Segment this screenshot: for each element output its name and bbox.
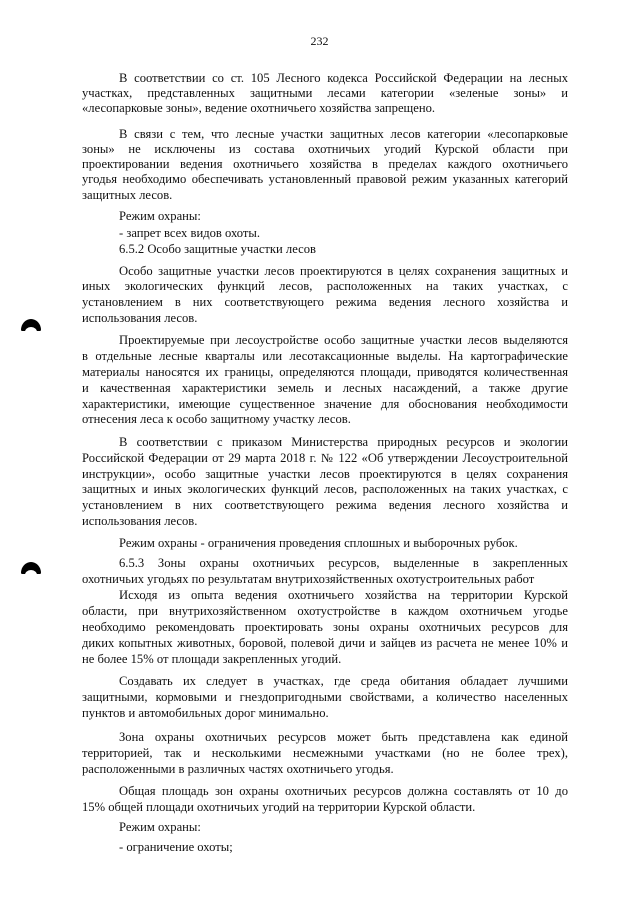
text-line: зоны» не исключены из состава охотничьих угодий Курской области при xyxy=(82,142,568,156)
text-line: расположенными в различных частях охотничьего угодья. xyxy=(82,762,394,776)
text-line: Исходя из опыта ведения охотничьего хозяйства на территории Курской xyxy=(119,588,568,602)
text-line: защитными, кормовыми и гнездопригодными свойствами, а количество населенных xyxy=(82,690,568,704)
text-line: Режим охраны: xyxy=(119,209,201,223)
text-line: отнесения леса к особо защитному участку лесов. xyxy=(82,412,351,426)
text-line: инструкции», особо защитные участки лесов проектируются в целях сохранения xyxy=(82,467,568,481)
page-number: 232 xyxy=(310,34,329,48)
text-line: участках, представленных защитными лесами категории «зеленые зоны» и xyxy=(82,86,568,100)
text-line: - запрет всех видов охоты. xyxy=(119,226,261,240)
text-line: области, при внутрихозяйственном охотустройстве в каждом охотничьем угодье xyxy=(82,604,568,618)
text-line: В связи с тем, что лесные участки защитных лесов категории «лесопарковые xyxy=(119,127,568,141)
text-line: пунктов и автомобильных дорог минимально. xyxy=(82,706,329,720)
text-line: защитных лесов. xyxy=(82,188,173,202)
text-line: материалы наносятся их границы, определяются площади, приводятся количественная xyxy=(82,365,568,379)
text-line: Создавать их следует в участках, где среда обитания обладает лучшими xyxy=(119,674,568,688)
text-line: и качественная характеристики земель и лесных насаждений, а также другие xyxy=(82,381,568,395)
section-heading: 6.5.3 Зоны охраны охотничьих ресурсов, выделенные в закрепленных xyxy=(119,556,568,570)
text-line: - ограничение охоты; xyxy=(119,840,233,854)
text-line: Особо защитные участки лесов проектируются в целях сохранения защитных и xyxy=(119,264,568,278)
text-line: проектировании ведения охотничьего хозяйства в пределах каждого охотничьего xyxy=(82,157,568,171)
text-line: защитных и иных экологических функций лесов, расположенных на таких участках, с xyxy=(82,482,568,496)
text-line: Российской Федерации от 29 марта 2018 г. № 122 «Об утверждении Лесоустроительной xyxy=(82,451,568,465)
text-line: Режим охраны: xyxy=(119,820,201,834)
text-line: Режим охраны - ограничения проведения сплошных и выборочных рубок. xyxy=(119,536,518,550)
text-line: В соответствии со ст. 105 Лесного кодекса Российской Федерации на лесных xyxy=(119,71,568,85)
text-line: установлением в них соответствующего режима ведения лесного хозяйства и xyxy=(82,498,568,512)
text-line: иных экологических функций лесов, расположенных на таких участках, с xyxy=(82,279,568,293)
text-line: характеристики, имеющие существенное значение для обоснования необходимости xyxy=(82,397,568,411)
text-line: использования лесов. xyxy=(82,514,198,528)
text-line: территорией, так и несколькими несмежными участками (но не более трех), xyxy=(82,746,568,760)
text-line: Проектируемые при лесоустройстве особо защитные участки лесов выделяются xyxy=(119,333,568,347)
text-line: Общая площадь зон охраны охотничьих ресурсов должна составлять от 10 до xyxy=(119,784,568,798)
text-line: установлением в них соответствующего режима ведения лесного хозяйства и xyxy=(82,295,568,309)
text-line: В соответствии с приказом Министерства природных ресурсов и экологии xyxy=(119,435,568,449)
text-line: Зона охраны охотничьих ресурсов может быть представлена как единой xyxy=(119,730,568,744)
text-line: в отдельные лесные кварталы или лесотаксационные выделы. На картографические xyxy=(82,349,568,363)
text-line: «лесопарковые зоны», ведение охотничьего хозяйства запрещено. xyxy=(82,101,436,115)
section-heading: охотничьих угодьях по результатам внутрихозяйственных охотустроительных работ xyxy=(82,572,535,586)
hole-punch-mark xyxy=(21,562,41,574)
text-line: использования лесов. xyxy=(82,311,198,325)
hole-punch-mark xyxy=(21,319,41,331)
section-heading: 6.5.2 Особо защитные участки лесов xyxy=(119,242,316,256)
text-line: угодья необходимо обеспечивать установленный правовой режим указанных категорий xyxy=(82,172,568,186)
text-line: не более 15% от площади закрепленных угодий. xyxy=(82,652,342,666)
text-line: 15% общей площади охотничьих угодий на территории Курской области. xyxy=(82,800,476,814)
text-line: необходимо рекомендовать проектировать зоны охраны охотничьих ресурсов для xyxy=(82,620,568,634)
text-line: диких копытных животных, боровой, полевой дичи и зайцев из расчета не менее 10% и xyxy=(82,636,568,650)
